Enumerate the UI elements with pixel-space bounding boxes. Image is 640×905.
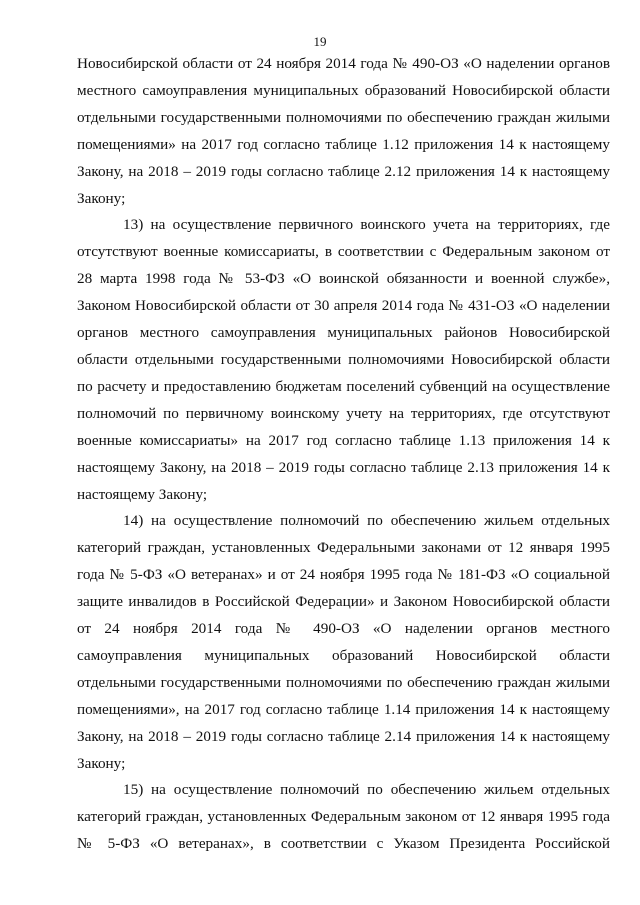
paragraph-continuation: Новосибирской области от 24 ноября 2014 года № 490-ОЗ «О наделении органов местного самоуправления муниципальных образований Новосибирской области отдельными государственными полномочиями по обеспечению граждан жилыми помещениями» на 2017 год согласно таблице 1.12 приложения 14 к настоящему Закону, на 2018 – 2019 годы согласно таблице 2.12 приложения 14 к настоящему Закону; (77, 55, 610, 207)
page-number: 19 (313, 34, 327, 49)
document-body (77, 51, 610, 858)
paragraph-item-15: 15) на осуществление полномочий по обеспечению жильем отдельных категорий граждан, установленных Федеральным законом от 12 января 1995 года № 5-ФЗ «О ветеранах», в соответствии с Указом Президента Российской (77, 781, 610, 853)
paragraph-item-13: 13) на осуществление первичного воинского учета на территориях, где отсутствуют военные комиссариаты, в соответствии с Федеральным законом от 28 марта 1998 года № 53-ФЗ «О воинской обязанности и военной службе», Законом Новосибирской области от 30 апреля 2014 года № 431-ОЗ «О наделении органов местного самоуправления муниципальных районов Новосибирской области отдельными государственными полномочиями Новосибирской области по расчету и предоставлению бюджетам поселений субвенций на осуществление полномочий по первичному воинскому учету на территориях, где отсутствуют военные комиссариаты» на 2017 год согласно таблице 1.13 приложения 14 к настоящему Закону, на 2018 – 2019 годы согласно таблице 2.13 приложения 14 к настоящему Закону; (77, 216, 610, 503)
paragraph-item-14: 14) на осуществление полномочий по обеспечению жильем отдельных категорий граждан, установленных Федеральными законами от 12 января 1995 года № 5-ФЗ «О ветеранах» и от 24 ноября 1995 года № 181-ФЗ «О социальной защите инвалидов в Российской Федерации» и Законом Новосибирской области от 24 ноября 2014 года № 490-ОЗ «О наделении органов местного самоуправления муниципальных образований Новосибирской области отдельными государственными полномочиями по обеспечению граждан жилыми помещениями», на 2017 год согласно таблице 1.14 приложения 14 к настоящему Закону, на 2018 – 2019 годы согласно таблице 2.14 приложения 14 к настоящему Закону; (77, 512, 610, 772)
